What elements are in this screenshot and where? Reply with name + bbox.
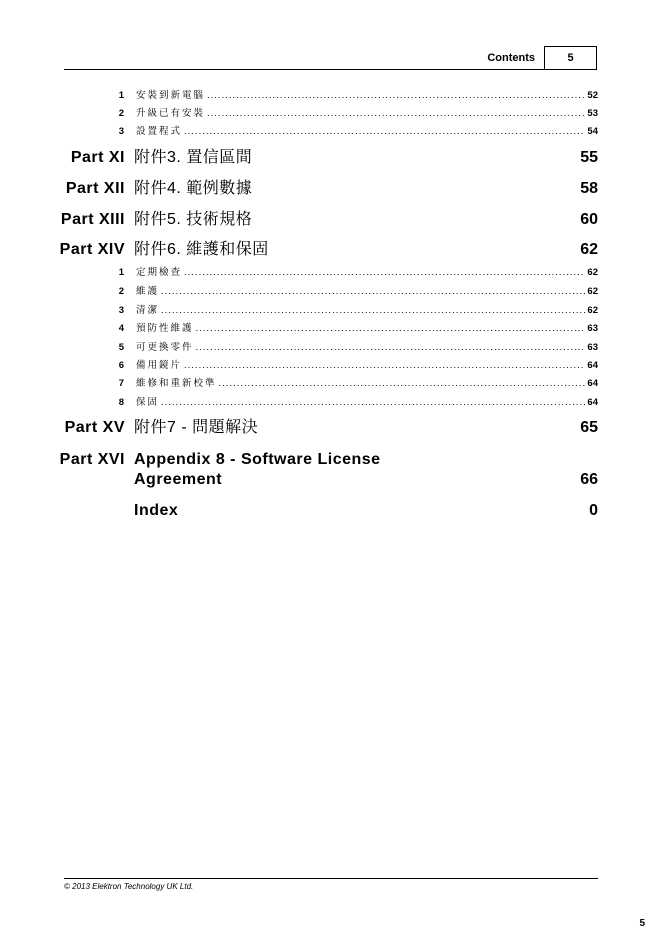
toc-entry-page: 63 [587, 342, 598, 353]
part-title-line-2: Agreement [134, 471, 223, 488]
toc-entry-title: 升級已有安裝 [136, 108, 206, 119]
toc-entry[interactable] [112, 341, 598, 355]
index-page: 0 [589, 502, 598, 519]
toc-entry[interactable] [112, 285, 598, 299]
toc-entry-number: 1 [118, 267, 124, 278]
toc-entry-page: 64 [587, 360, 598, 371]
footer-rule [64, 878, 598, 879]
part-page: 65 [580, 419, 598, 436]
part-label: Part XVI [59, 451, 125, 468]
part-label: Part XV [64, 419, 125, 436]
toc-entry-number: 2 [118, 108, 124, 119]
part-title-line-1: Appendix 8 - Software License [134, 451, 381, 468]
part-page: 60 [580, 211, 598, 228]
header-rule [64, 69, 544, 70]
dot-leader [196, 341, 586, 355]
part-page: 58 [580, 180, 598, 197]
toc-index[interactable] [0, 499, 598, 523]
header-title: Contents [487, 52, 535, 64]
header-page-box [544, 46, 597, 70]
part-title: 附件3. 置信區間 [134, 149, 253, 166]
toc-entry-page: 64 [587, 397, 598, 408]
toc-entry-title: 設置程式 [136, 126, 183, 137]
toc-entry[interactable] [112, 125, 598, 139]
toc-entry-page: 62 [587, 267, 598, 278]
toc-entry[interactable] [112, 359, 598, 373]
part-page: 66 [580, 471, 598, 488]
dot-leader [207, 107, 585, 121]
toc-entry-number: 3 [118, 305, 124, 316]
part-label: Part XI [70, 149, 125, 166]
toc-entry-page: 53 [587, 108, 598, 119]
toc-part-xiv[interactable] [0, 238, 598, 262]
toc-part-xii[interactable] [0, 177, 598, 201]
toc-part-xvi[interactable] [0, 448, 598, 492]
toc-entry-page: 52 [587, 90, 598, 101]
footer-copyright: © 2013 Elektron Technology UK Ltd. [64, 882, 194, 891]
toc-entry-title: 預防性維護 [136, 323, 194, 334]
dot-leader [184, 359, 585, 373]
toc-entry-title: 備用鏡片 [136, 360, 183, 371]
toc-entry[interactable] [112, 89, 598, 103]
header-page-number: 5 [567, 52, 574, 64]
toc-entry[interactable] [112, 266, 598, 280]
part-title: 附件5. 技術規格 [134, 211, 253, 228]
toc-entry-page: 64 [587, 378, 598, 389]
toc-entry-title: 維護 [136, 286, 160, 297]
part-page: 55 [580, 149, 598, 166]
part-label: Part XIII [60, 211, 125, 228]
toc-entry[interactable] [112, 377, 598, 391]
toc-entry-title: 清潔 [136, 305, 160, 316]
index-title: Index [134, 502, 179, 519]
part-page: 62 [580, 241, 598, 258]
toc-entry-page: 62 [587, 305, 598, 316]
part-title: 附件7 - 問題解決 [134, 419, 259, 436]
toc-entry[interactable] [112, 322, 598, 336]
dot-leader [207, 89, 585, 103]
toc-part-xv[interactable] [0, 416, 598, 440]
toc-entry-number: 4 [118, 323, 124, 334]
toc-entry-number: 6 [118, 360, 124, 371]
toc-entry-title: 定期檢查 [136, 267, 183, 278]
toc-entry-title: 安裝到新電腦 [136, 90, 206, 101]
toc-entry-page: 54 [587, 126, 598, 137]
toc-entry-title: 保固 [136, 397, 160, 408]
toc-entry-title: 維修和重新校準 [136, 378, 217, 389]
part-label: Part XIV [59, 241, 125, 258]
toc-part-xi[interactable] [0, 146, 598, 170]
dot-leader [161, 396, 585, 410]
dot-leader [161, 285, 585, 299]
toc-entry[interactable] [112, 304, 598, 318]
toc-entry-number: 5 [118, 342, 124, 353]
dot-leader [219, 377, 586, 391]
toc-entry-title: 可更換零件 [136, 342, 194, 353]
dot-leader [184, 125, 585, 139]
toc-entry-number: 8 [118, 397, 124, 408]
part-title: 附件6. 維護和保固 [134, 241, 269, 258]
toc-entry-page: 62 [587, 286, 598, 297]
toc-entry-page: 63 [587, 323, 598, 334]
part-label: Part XII [65, 180, 125, 197]
dot-leader [161, 304, 585, 318]
footer-page-number: 5 [639, 918, 645, 929]
toc-entry-number: 7 [118, 378, 124, 389]
toc-entry-number: 1 [118, 90, 124, 101]
toc-entry-number: 3 [118, 126, 124, 137]
toc-entry[interactable] [112, 107, 598, 121]
dot-leader [184, 266, 585, 280]
toc-entry[interactable] [112, 396, 598, 410]
toc-entry-number: 2 [118, 286, 124, 297]
toc-part-xiii[interactable] [0, 208, 598, 232]
dot-leader [196, 322, 586, 336]
part-title: 附件4. 範例數據 [134, 180, 253, 197]
